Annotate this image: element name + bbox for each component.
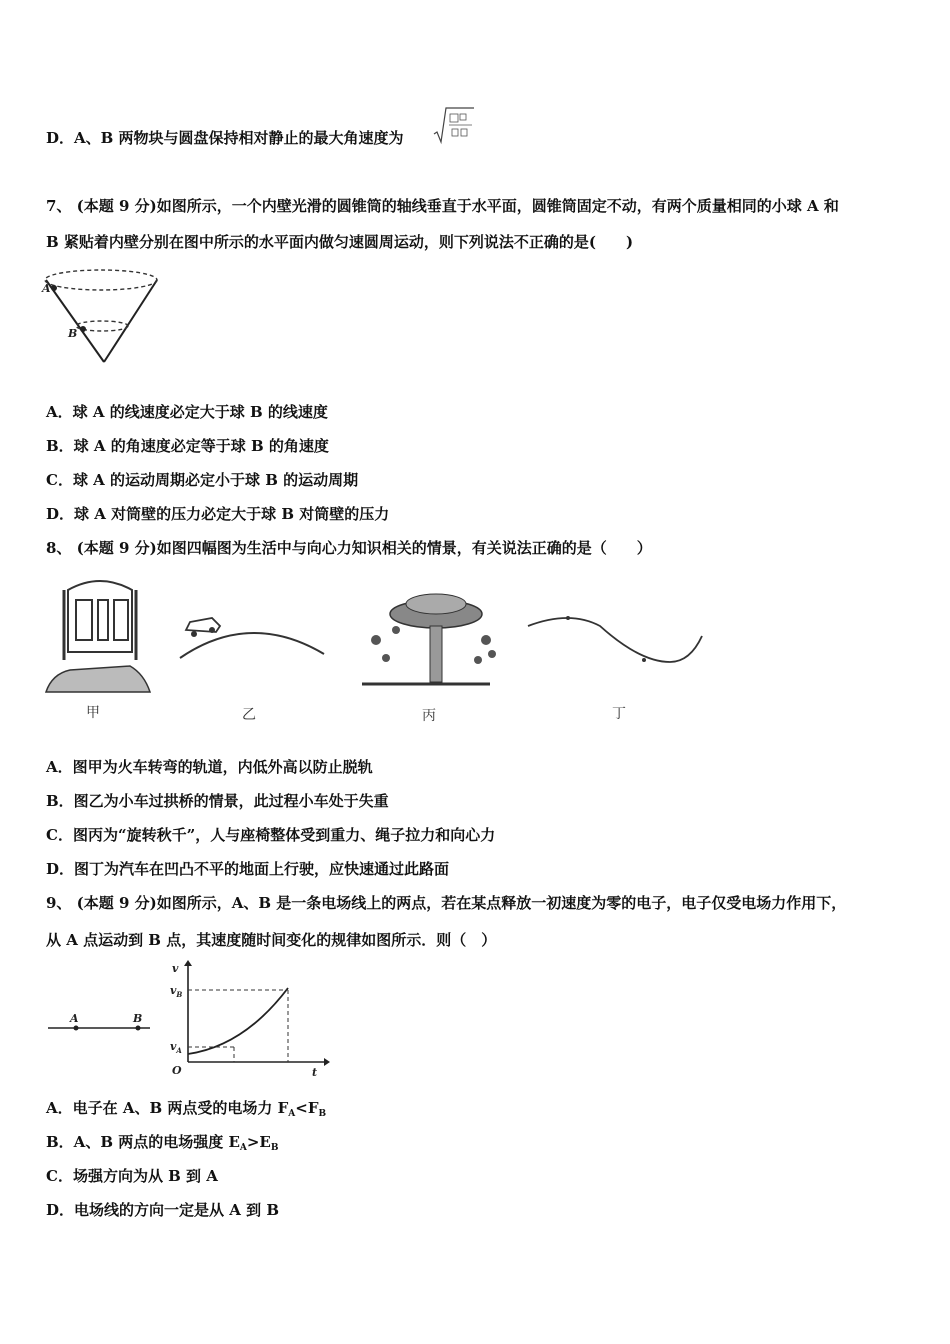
vb-label: $v_B$ <box>170 984 183 999</box>
q7-stem-line1: 7、 (本题 9 分)如图所示，一个内壁光滑的圆锥筒的轴线垂直于水平面，圆锥筒固定不动，有两个质量相同的小球 A 和 <box>46 197 839 215</box>
caption-jia: 甲 <box>86 705 100 721</box>
q7-option-d: D．球 A 对筒壁的压力必定大于球 B 对筒壁的压力 <box>46 505 390 523</box>
cone-figure <box>40 262 180 372</box>
swing-ride-figure <box>362 594 496 724</box>
v-axis-label: v <box>172 962 179 975</box>
bridge-figure <box>180 618 324 723</box>
point-a-label: A <box>70 1012 79 1025</box>
sqrt-expression-image <box>434 106 476 146</box>
ball-b-label: B <box>68 327 78 340</box>
q9-stem-line2: 从 A 点运动到 B 点，其速度随时间变化的规律如图所示．则（ ） <box>46 931 497 949</box>
ball-a-label: A <box>42 282 51 295</box>
caption-ding: 丁 <box>612 706 626 722</box>
origin-label: O <box>172 1064 182 1077</box>
q8-option-a: A．图甲为火车转弯的轨道，内低外高以防止脱轨 <box>46 758 373 776</box>
q7-option-b: B．球 A 的角速度必定等于球 B 的角速度 <box>46 437 329 455</box>
q8-option-b: B．图乙为小车过拱桥的情景，此过程小车处于失重 <box>46 792 389 810</box>
caption-yi: 乙 <box>242 707 256 723</box>
q7-stem-line2: B 紧贴着内壁分别在图中所示的水平面内做匀速圆周运动，则下列说法不正确的是( ) <box>46 233 634 251</box>
field-line-figure <box>46 1010 156 1040</box>
q9-option-b: B．A、B 两点的电场强度 $E_A>E_B$ <box>46 1133 279 1153</box>
train-figure <box>46 581 150 721</box>
q9-stem-line1: 9、 (本题 9 分)如图所示，A、B 是一条电场线上的两点，若在某点释放一初速度为零的电子，电子仅受电场力作用下， <box>46 894 847 912</box>
bumpy-road-figure <box>528 616 702 722</box>
point-b-label: B <box>133 1012 143 1025</box>
q9-option-c: C．场强方向为从 B 到 A <box>46 1167 218 1185</box>
q9-option-d: D．电场线的方向一定是从 A 到 B <box>46 1201 279 1219</box>
q8-figures <box>40 570 720 730</box>
q6-option-d: D．A、B 两物块与圆盘保持相对静止的最大角速度为 <box>46 129 404 147</box>
q8-stem: 8、 (本题 9 分)如图四幅图为生活中与向心力知识相关的情景，有关说法正确的是（ ） <box>46 539 652 557</box>
velocity-time-graph <box>164 956 334 1078</box>
q9-option-a: A．电子在 A、B 两点受的电场力 $F_A<F_B$ <box>46 1099 327 1119</box>
va-label: $v_A$ <box>170 1040 182 1055</box>
q8-option-d: D．图丁为汽车在凹凸不平的地面上行驶，应快速通过此路面 <box>46 860 450 878</box>
q7-option-a: A．球 A 的线速度必定大于球 B 的线速度 <box>46 403 328 421</box>
q8-option-c: C．图丙为“旋转秋千”，人与座椅整体受到重力、绳子拉力和向心力 <box>46 826 496 844</box>
q7-option-c: C．球 A 的运动周期必定小于球 B 的运动周期 <box>46 471 359 489</box>
t-axis-label: t <box>312 1066 318 1079</box>
caption-bing: 丙 <box>422 708 436 724</box>
